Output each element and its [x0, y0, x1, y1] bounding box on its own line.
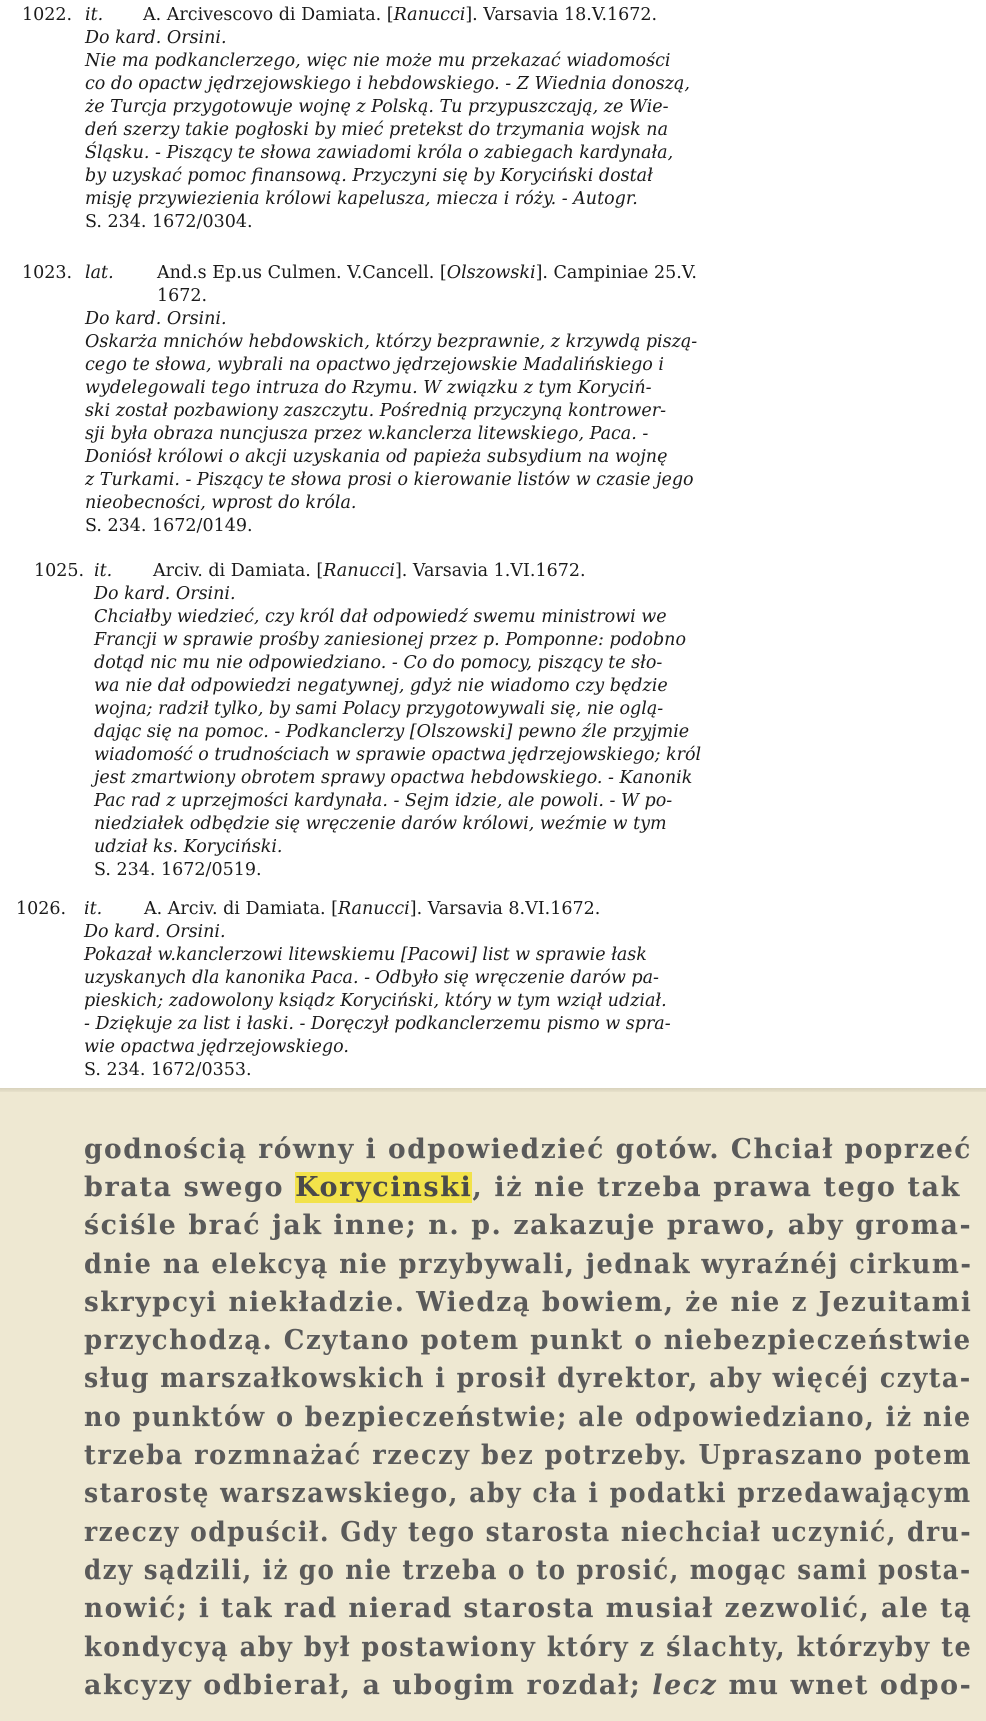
scanned-excerpt	[0, 1092, 986, 1721]
entry-1026	[16, 898, 972, 1082]
entry-line: Pac rad z uprzejmości kardynała. - Sejm idzie, ale powoli. - W po-	[94, 791, 673, 811]
entry-line: Nie ma podkanclerzego, więc nie może mu przekazać wiadomości	[85, 51, 671, 71]
entry-heading-continued: 1672.	[157, 286, 208, 306]
scan-line: akcyzy odbierał, a ubogim rozdał; lecz mu wnet odpo-	[84, 1670, 973, 1701]
entry-number: 1022.	[22, 5, 73, 25]
entry-line: Pokazał w.kanclerzowi litewskiemu [Pacowi] list w sprawie łask	[84, 945, 647, 965]
entry-number: 1023.	[22, 263, 73, 283]
entry-line: ski został pozbawiony zaszczytu. Pośrednią przyczyną kontrower-	[85, 401, 666, 421]
entry-heading	[22, 262, 972, 285]
entry-line: wojna; radził tylko, by sami Polacy przygotowywali się, nie oglą-	[94, 699, 664, 719]
entry-line: nieobecności, wprost do króla.	[85, 493, 357, 513]
entry-heading	[22, 4, 972, 27]
entry-1023	[22, 262, 972, 538]
entry-line: pieskich; zadowolony ksiądz Koryciński, który w tym wziął udział.	[84, 991, 667, 1011]
highlighted-word: Korycinski	[295, 1172, 473, 1203]
entry-body	[85, 285, 972, 538]
entry-number: 1025.	[34, 561, 85, 581]
entry-sender: A. Arciv. di Damiata. [Ranucci]. Varsavia 8.VI.1672.	[144, 899, 601, 919]
scan-line: kondycyą aby był postawiony który z ślachty, którzyby te	[84, 1632, 973, 1663]
entry-heading	[34, 560, 974, 583]
scan-line: przychodzą. Czytano potem punkt o niebezpieczeństwie	[84, 1325, 972, 1356]
entry-line: dotąd nic mu nie odpowiedziano. - Co do pomocy, piszący te sło-	[94, 653, 663, 673]
entry-body	[94, 583, 974, 882]
entry-line: niedziałek odbędzie się wręczenie darów królowi, weźmie w tym	[94, 814, 667, 834]
entry-addressee: Do kard. Orsini.	[85, 28, 227, 48]
entry-language: it.	[94, 561, 113, 581]
scan-line: brata swego Korycinski, iż nie trzeba prawa tego tak	[84, 1172, 961, 1203]
entry-number: 1026.	[16, 899, 67, 919]
entry-line: Francji w sprawie prośby zaniesionej przez p. Pomponne: podobno	[94, 630, 686, 650]
scan-line: dzy sądzili, iż go nie trzeba o to prosić, mogąc sami posta-	[84, 1555, 972, 1586]
entry-reference: S. 234. 1672/0519.	[94, 860, 262, 880]
entry-line: Doniósł królowi o akcji uzyskania od papieża subsydium na wojnę	[85, 447, 668, 467]
entry-line: cego te słowa, wybrali na opactwo jędrzejowskie Madalińskiego i	[85, 355, 664, 375]
entry-line: sji była obraza nuncjusza przez w.kanclerza litewskiego, Paca. -	[85, 424, 649, 444]
scan-line: dnie na elekcyą nie przybywali, jednak wyraźnéj cirkum-	[84, 1249, 973, 1280]
entry-line: z Turkami. - Piszący te słowa prosi o kierowanie listów w czasie jego	[85, 470, 694, 490]
entry-sender: A. Arcivescovo di Damiata. [Ranucci]. Varsavia 18.V.1672.	[143, 5, 658, 25]
entry-line: Śląsku. - Piszący te słowa zawiadomi króla o zabiegach kardynała,	[85, 143, 674, 163]
scan-line: no punktów o bezpieczeństwie; ale odpowiedziano, iż nie	[84, 1402, 972, 1433]
entry-heading	[16, 898, 972, 921]
entry-line: wydelegowali tego intruza do Rzymu. W związku z tym Koryciń-	[85, 378, 652, 398]
entry-body	[84, 921, 972, 1082]
entry-language: lat.	[85, 263, 114, 283]
entry-line: by uzyskać pomoc finansową. Przyczyni się by Koryciński dostał	[85, 166, 653, 186]
entry-line: uzyskanych dla kanonika Paca. - Odbyło się wręczenie darów pa-	[84, 968, 659, 988]
entry-reference: S. 234. 1672/0149.	[85, 516, 253, 536]
entry-sender: Arciv. di Damiata. [Ranucci]. Varsavia 1.VI.1672.	[153, 561, 586, 581]
scan-line: rzeczy odpuścił. Gdy tego starosta niechciał uczynić, dru-	[84, 1517, 973, 1548]
entry-sender: And.s Ep.us Culmen. V.Cancell. [Olszowski]. Campiniae 25.V.	[157, 263, 697, 283]
entry-line: misję przywiezienia królowi kapelusza, miecza i róży. - Autogr.	[85, 189, 638, 209]
entry-addressee: Do kard. Orsini.	[85, 309, 227, 329]
scan-line: skrypcyi niekładzie. Wiedzą bowiem, że nie z Jezuitami	[84, 1287, 973, 1318]
entry-line: - Dziękuje za list i łaski. - Doręczył podkanclerzemu pismo w spra-	[84, 1014, 671, 1034]
entry-line: wie opactwa jędrzejowskiego.	[84, 1037, 349, 1057]
entry-line: dając się na pomoc. - Podkanclerzy [Olszowski] pewno źle przyjmie	[94, 722, 690, 742]
entry-reference: S. 234. 1672/0353.	[84, 1060, 252, 1080]
entry-language: it.	[85, 5, 104, 25]
entry-line: co do opactw jędrzejowskiego i hebdowskiego. - Z Wiednia donoszą,	[85, 74, 690, 94]
scan-line: ściśle brać jak inne; n. p. zakazuje prawo, aby groma-	[84, 1210, 973, 1241]
entry-line: wa nie dał odpowiedzi negatywnej, gdyż nie wiadomo czy będzie	[94, 676, 668, 696]
scan-line: sług marszałkowskich i prosił dyrektor, aby więcéj czyta-	[84, 1363, 972, 1394]
entry-line: wiadomość o trudnościach w sprawie opactwa jędrzejowskiego; król	[94, 745, 702, 765]
entry-line: Oskarża mnichów hebdowskich, którzy bezprawnie, z krzywdą piszą-	[85, 332, 698, 352]
entry-line: deń szerzy takie pogłoski by mieć pretekst do trzymania wojsk na	[85, 120, 669, 140]
entry-line: udział ks. Koryciński.	[94, 837, 283, 857]
entry-1022	[22, 4, 972, 234]
scan-line: godnością równy i odpowiedzieć gotów. Chciał poprzeć	[84, 1134, 972, 1165]
entry-body	[85, 27, 972, 234]
scan-line: trzeba rozmnażać rzeczy bez potrzeby. Upraszano potem	[84, 1440, 972, 1471]
scan-line: starostę warszawskiego, aby cła i podatki przedawającym	[84, 1478, 972, 1509]
scan-line: nowić; i tak rad nierad starosta musiał zezwolić, ale tą	[84, 1593, 973, 1624]
entry-1025	[34, 560, 974, 882]
entry-line: Chciałby wiedzieć, czy król dał odpowiedź swemu ministrowi we	[94, 607, 667, 627]
entry-addressee: Do kard. Orsini.	[94, 584, 236, 604]
entry-language: it.	[84, 899, 103, 919]
entry-addressee: Do kard. Orsini.	[84, 922, 226, 942]
entry-line: jest zmartwiony obrotem sprawy opactwa hebdowskiego. - Kanonik	[94, 768, 693, 788]
entry-reference: S. 234. 1672/0304.	[85, 212, 253, 232]
entry-line: że Turcja przygotowuje wojnę z Polską. Tu przypuszczają, ze Wie-	[85, 97, 669, 117]
